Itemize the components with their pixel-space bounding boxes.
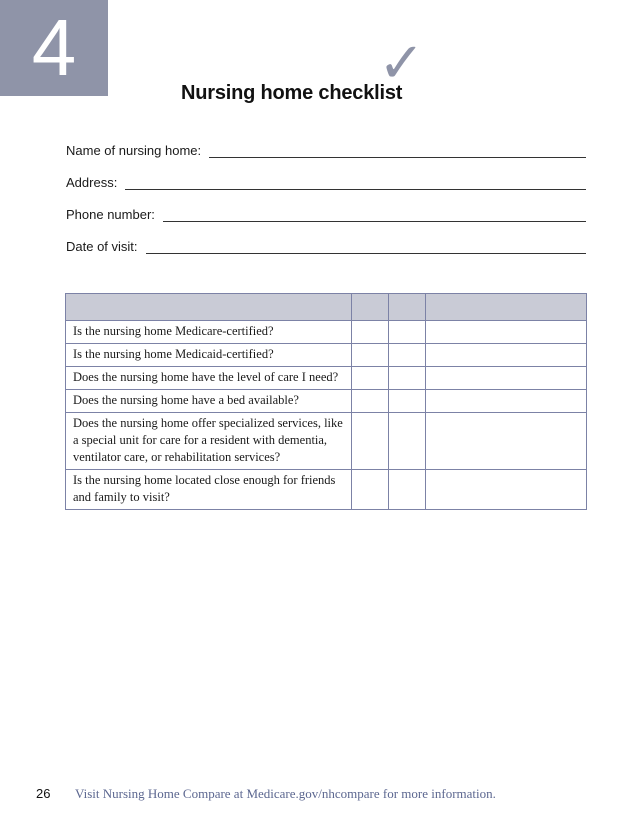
nursing-home-name-field[interactable] xyxy=(66,137,586,158)
date-of-visit-line[interactable] xyxy=(146,239,586,254)
yes-checkbox-cell[interactable] xyxy=(352,470,389,510)
notes-cell[interactable] xyxy=(426,367,587,390)
notes-cell[interactable] xyxy=(426,344,587,367)
nursing-home-name-line[interactable] xyxy=(209,143,586,158)
table-row xyxy=(66,367,587,390)
field-label: Date of visit: xyxy=(66,239,138,254)
yes-checkbox-cell[interactable] xyxy=(352,321,389,344)
phone-number-line[interactable] xyxy=(163,207,586,222)
chapter-number-tab: 4 xyxy=(0,0,108,96)
no-checkbox-cell[interactable] xyxy=(389,470,426,510)
table-header-row xyxy=(66,294,587,321)
date-of-visit-field[interactable] xyxy=(66,233,586,254)
field-label: Name of nursing home: xyxy=(66,143,202,158)
yes-checkbox-cell[interactable] xyxy=(352,413,389,470)
table-row xyxy=(66,413,587,470)
notes-cell[interactable] xyxy=(426,470,587,510)
question-cell: Does the nursing home offer specialized services, like a special unit for care for a resident with dementia, ventilator care, or rehabilitation services? xyxy=(66,413,352,470)
checkmark-icon: ✓ xyxy=(378,31,425,96)
no-checkbox-cell[interactable] xyxy=(389,413,426,470)
table-row xyxy=(66,321,587,344)
no-checkbox-cell[interactable] xyxy=(389,321,426,344)
phone-number-field[interactable] xyxy=(66,201,586,222)
question-cell: Is the nursing home located close enough for friends and family to visit? xyxy=(66,470,352,510)
footer-text: Visit Nursing Home Compare at Medicare.gov/nhcompare for more information. xyxy=(75,786,496,801)
header-cell-notes xyxy=(426,294,587,321)
question-cell: Is the nursing home Medicaid-certified? xyxy=(66,344,352,367)
header-cell-question xyxy=(66,294,352,321)
address-field[interactable] xyxy=(66,169,586,190)
field-label: Phone number: xyxy=(66,207,155,222)
question-cell: Does the nursing home have a bed available? xyxy=(66,390,352,413)
visit-info-form xyxy=(66,137,586,265)
page-title: Nursing home checklist xyxy=(181,82,403,104)
yes-checkbox-cell[interactable] xyxy=(352,344,389,367)
no-checkbox-cell[interactable] xyxy=(389,390,426,413)
no-checkbox-cell[interactable] xyxy=(389,367,426,390)
header-cell-no xyxy=(389,294,426,321)
question-cell: Does the nursing home have the level of care I need? xyxy=(66,367,352,390)
yes-checkbox-cell[interactable] xyxy=(352,367,389,390)
table-row xyxy=(66,390,587,413)
header-cell-yes xyxy=(352,294,389,321)
table-row xyxy=(66,470,587,510)
notes-cell[interactable] xyxy=(426,321,587,344)
notes-cell[interactable] xyxy=(426,390,587,413)
checklist-table xyxy=(65,293,587,510)
yes-checkbox-cell[interactable] xyxy=(352,390,389,413)
question-cell: Is the nursing home Medicare-certified? xyxy=(66,321,352,344)
no-checkbox-cell[interactable] xyxy=(389,344,426,367)
table-row xyxy=(66,344,587,367)
field-label: Address: xyxy=(66,175,118,190)
address-line[interactable] xyxy=(125,175,586,190)
page-number: 26 xyxy=(36,786,51,801)
notes-cell[interactable] xyxy=(426,413,587,470)
